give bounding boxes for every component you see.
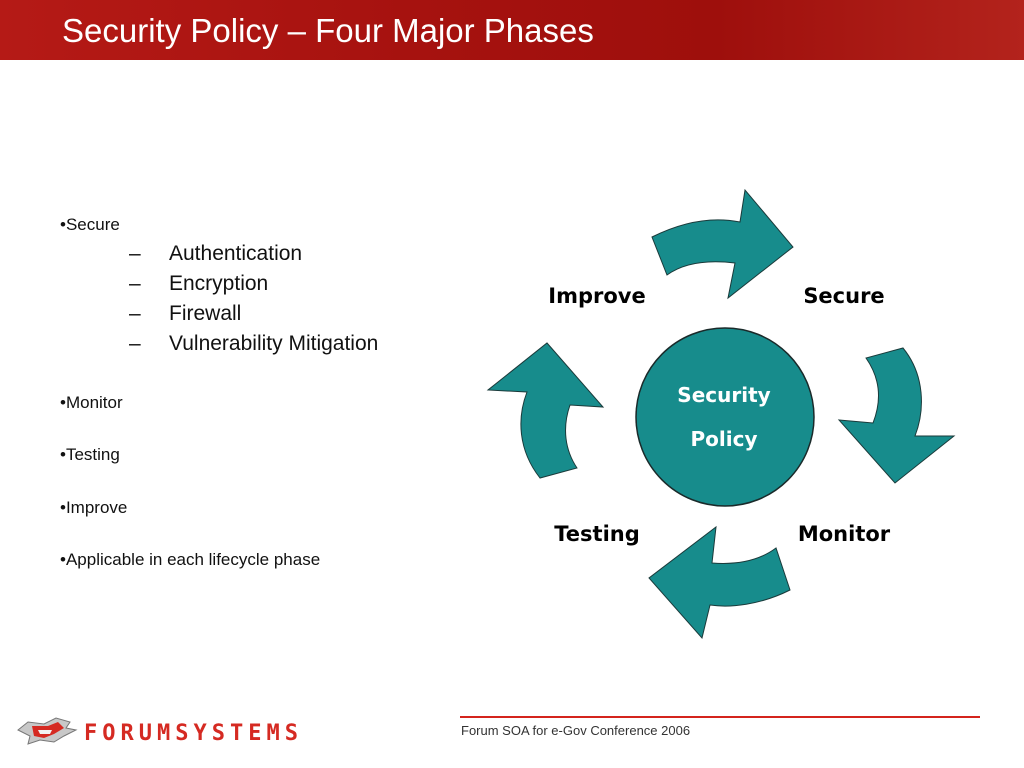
- dash: –: [129, 242, 141, 265]
- cycle-arrow-bottom: [649, 527, 790, 638]
- title-bar: [0, 0, 1024, 60]
- bullet-monitor: •Monitor: [60, 393, 123, 412]
- security-cycle-diagram: [470, 180, 990, 650]
- label-testing: Testing: [554, 522, 640, 546]
- bullet-lifecycle: •Applicable in each lifecycle phase: [60, 550, 321, 569]
- sub-bullet-label: Authentication: [169, 242, 303, 265]
- sub-bullet-encryption: [129, 272, 268, 296]
- label-secure: Secure: [803, 284, 885, 308]
- dash: –: [129, 272, 141, 295]
- dash: –: [129, 302, 141, 325]
- dash: –: [129, 332, 141, 355]
- bullet-testing: •Testing: [60, 445, 120, 464]
- cycle-arrow-top: [652, 190, 793, 298]
- sub-bullet-authentication: [129, 242, 302, 266]
- bullet-improve: •Improve: [60, 498, 128, 517]
- cycle-arrow-right: [839, 348, 954, 483]
- center-circle: [636, 328, 814, 506]
- label-monitor: Monitor: [797, 522, 891, 546]
- sub-bullet-vulnerability-mitigation: [129, 332, 378, 356]
- footer-text: Forum SOA for e-Gov Conference 2006: [461, 723, 691, 738]
- footer-divider: [460, 716, 980, 718]
- sub-bullet-label: Firewall: [169, 302, 242, 325]
- sub-bullet-label: Encryption: [169, 272, 269, 295]
- center-label-line1: Security: [677, 383, 771, 407]
- sub-bullet-label: Vulnerability Mitigation: [169, 332, 379, 355]
- center-label-line2: Policy: [690, 427, 758, 451]
- forum-systems-logo: [14, 712, 384, 752]
- sub-bullet-firewall: [129, 302, 241, 326]
- label-improve: Improve: [548, 284, 646, 308]
- slide-title: Security Policy – Four Major Phases: [62, 12, 594, 49]
- logo-wordmark: FORUMSYSTEMS: [84, 721, 303, 746]
- bullet-secure: •Secure: [60, 215, 120, 234]
- cycle-arrow-left: [488, 343, 603, 478]
- logo-emblem-icon: [18, 718, 76, 744]
